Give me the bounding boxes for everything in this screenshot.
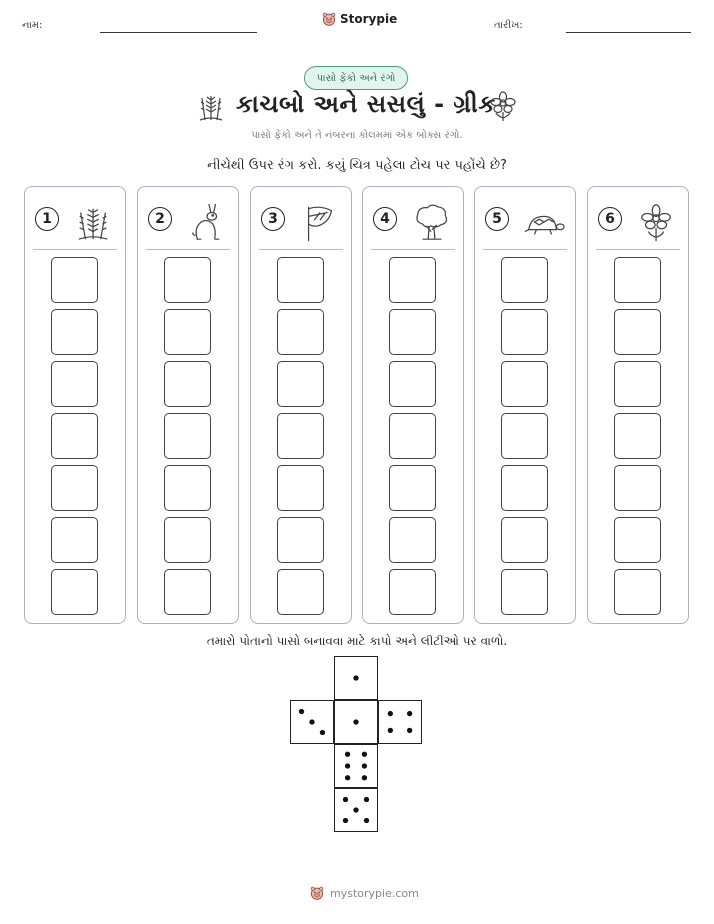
color-box[interactable] bbox=[51, 569, 98, 615]
die-face-right bbox=[378, 700, 422, 744]
die-face-left bbox=[290, 700, 334, 744]
color-box[interactable] bbox=[614, 465, 661, 511]
color-box[interactable] bbox=[277, 257, 324, 303]
cut-instruction: તમારો પોતાનો પાસો બનાવવા માટે કાપો અને લીટીઓ પર વાળો. bbox=[206, 634, 508, 648]
color-box[interactable] bbox=[51, 309, 98, 355]
color-box[interactable] bbox=[164, 569, 211, 615]
color-box[interactable] bbox=[277, 309, 324, 355]
color-box[interactable] bbox=[614, 361, 661, 407]
color-box[interactable] bbox=[164, 257, 211, 303]
brand-name: Storypie bbox=[340, 12, 398, 26]
die-face-bottom bbox=[334, 788, 378, 832]
color-box[interactable] bbox=[51, 257, 98, 303]
activity-badge: પાસો ફેંકો અને રંગો bbox=[304, 66, 408, 90]
color-box[interactable] bbox=[164, 517, 211, 563]
color-box[interactable] bbox=[277, 569, 324, 615]
column-header bbox=[598, 203, 680, 245]
column-number: 2 bbox=[148, 207, 172, 231]
column-1 bbox=[24, 186, 126, 624]
column-4 bbox=[362, 186, 464, 624]
color-box[interactable] bbox=[389, 569, 436, 615]
pig-mascot-icon bbox=[322, 12, 336, 26]
color-box[interactable] bbox=[164, 309, 211, 355]
column-divider bbox=[596, 249, 680, 250]
color-box[interactable] bbox=[501, 569, 548, 615]
column-header bbox=[261, 203, 343, 245]
column-5 bbox=[474, 186, 576, 624]
column-number: 6 bbox=[598, 207, 622, 231]
color-box[interactable] bbox=[614, 413, 661, 459]
color-box[interactable] bbox=[389, 309, 436, 355]
die-face-top bbox=[334, 656, 378, 700]
column-2 bbox=[137, 186, 239, 624]
color-box[interactable] bbox=[614, 517, 661, 563]
flower-icon bbox=[488, 90, 518, 122]
color-box[interactable] bbox=[501, 465, 548, 511]
color-box[interactable] bbox=[389, 413, 436, 459]
color-box[interactable] bbox=[51, 465, 98, 511]
footer-url: mystorypie.com bbox=[330, 886, 419, 900]
subtitle: પાસો ફેંકો અને તે નંબરના કોલમમાં એક બોક્સ રંગો. bbox=[251, 130, 463, 141]
color-box[interactable] bbox=[614, 257, 661, 303]
fern-icon bbox=[196, 90, 226, 122]
color-box[interactable] bbox=[389, 257, 436, 303]
color-box[interactable] bbox=[501, 517, 548, 563]
color-box[interactable] bbox=[501, 257, 548, 303]
pig-mascot-icon bbox=[310, 886, 324, 900]
color-box[interactable] bbox=[389, 465, 436, 511]
column-3 bbox=[250, 186, 352, 624]
date-line bbox=[566, 32, 691, 33]
color-box[interactable] bbox=[277, 413, 324, 459]
column-divider bbox=[371, 249, 455, 250]
tree-icon bbox=[411, 203, 453, 243]
color-box[interactable] bbox=[51, 517, 98, 563]
color-box[interactable] bbox=[277, 465, 324, 511]
color-box[interactable] bbox=[51, 361, 98, 407]
column-header bbox=[35, 203, 117, 245]
tortoise-icon bbox=[523, 203, 565, 243]
color-box[interactable] bbox=[51, 413, 98, 459]
name-line bbox=[100, 32, 257, 33]
color-box[interactable] bbox=[389, 517, 436, 563]
color-box[interactable] bbox=[501, 361, 548, 407]
color-box[interactable] bbox=[164, 465, 211, 511]
name-label: નામ: bbox=[22, 20, 43, 31]
column-header bbox=[485, 203, 567, 245]
die-face-lower bbox=[334, 744, 378, 788]
fern-icon bbox=[73, 203, 115, 243]
leaf-flag-icon bbox=[299, 203, 341, 243]
rabbit-icon bbox=[186, 203, 228, 243]
color-box[interactable] bbox=[501, 309, 548, 355]
color-box[interactable] bbox=[501, 413, 548, 459]
column-header bbox=[373, 203, 455, 245]
column-number: 3 bbox=[261, 207, 285, 231]
column-number: 1 bbox=[35, 207, 59, 231]
column-number: 5 bbox=[485, 207, 509, 231]
column-divider bbox=[483, 249, 567, 250]
footer bbox=[310, 886, 419, 900]
color-box[interactable] bbox=[277, 517, 324, 563]
die-face-center bbox=[334, 700, 378, 744]
column-header bbox=[148, 203, 230, 245]
color-box[interactable] bbox=[277, 361, 324, 407]
question: નીચેથી ઉપર રંગ કરો. કયું ચિત્ર પહેલા ટોચ પર પહોંચે છે? bbox=[207, 158, 507, 173]
flower-icon bbox=[636, 203, 678, 243]
column-number: 4 bbox=[373, 207, 397, 231]
column-divider bbox=[259, 249, 343, 250]
brand-logo bbox=[322, 12, 397, 26]
date-label: તારીખ: bbox=[494, 20, 523, 31]
color-box[interactable] bbox=[389, 361, 436, 407]
color-box[interactable] bbox=[164, 361, 211, 407]
color-box[interactable] bbox=[614, 569, 661, 615]
color-box[interactable] bbox=[164, 413, 211, 459]
page-title: કાચબો અને સસલું - ગ્રીક bbox=[236, 90, 496, 118]
column-6 bbox=[587, 186, 689, 624]
column-divider bbox=[146, 249, 230, 250]
color-box[interactable] bbox=[614, 309, 661, 355]
column-divider bbox=[33, 249, 117, 250]
